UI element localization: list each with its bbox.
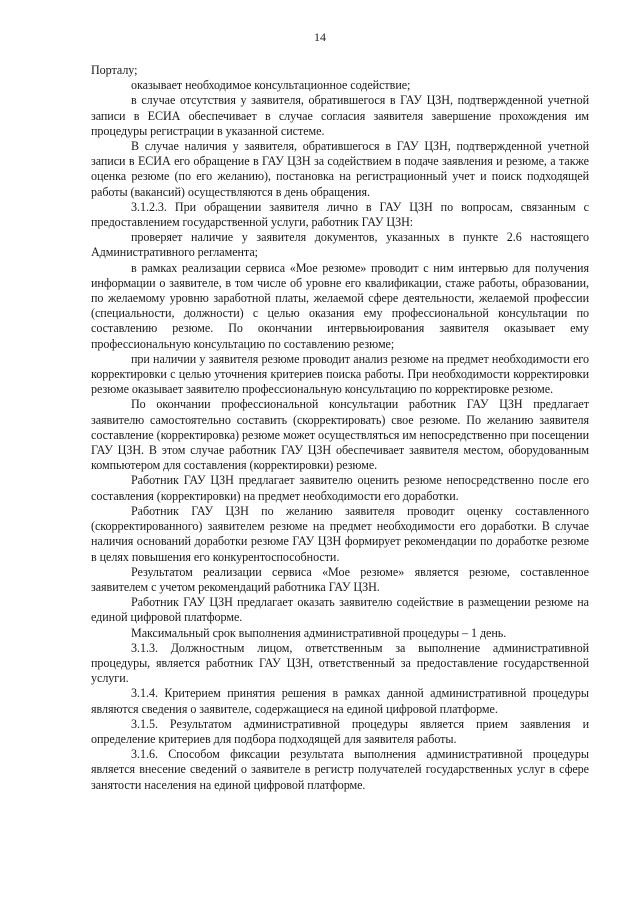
paragraph: в случае отсутствия у заявителя, обратившегося в ГАУ ЦЗН, подтвержденной учетной записи в ЕСИА обеспечивает в случае согласия заявителя завершение прохождения им процедуры регистрации в указанной системе.: [91, 93, 589, 138]
paragraph: Максимальный срок выполнения административной процедуры – 1 день.: [131, 625, 507, 640]
paragraph: 3.1.2.3. При обращении заявителя лично в ГАУ ЦЗН по вопросам, связанным с предоставлением государственной услуги, работник ГАУ ЦЗН:: [91, 199, 589, 230]
paragraph: 3.1.3. Должностным лицом, ответственным за выполнение административной процедуры, является работник ГАУ ЦЗН, ответственный за предоставление государственной услуги.: [91, 640, 589, 686]
paragraph: в рамках реализации сервиса «Мое резюме» проводит с ним интервью для получения информации о заявителе, в том числе об уровне его квалификации, стаже работы, образовании, по желаемому уровню заработной платы, желаемой сфере деятельности, желаемой профессии (специальности, должности) с целью оказания ему профессиональной консультации по составлению резюме. По окончании интервьюирования заявителя оказывает ему профессиональную консультацию по составлению резюме;: [91, 260, 589, 351]
paragraph: 3.1.5. Результатом административной процедуры является прием заявления и определение критериев для подбора подходящей для заявителя работы.: [91, 716, 589, 746]
page-number: 14: [314, 30, 326, 44]
paragraph: Работник ГАУ ЦЗН предлагает заявителю оценить резюме непосредственно после его составления (корректировки) на предмет необходимости его доработки.: [91, 473, 589, 503]
paragraph: Работник ГАУ ЦЗН по желанию заявителя проводит оценку составленного (скорректированного) заявителем резюме на предмет необходимости его доработки. В случае наличия оснований доработки резюме ГАУ ЦЗН формирует рекомендации по доработке резюме в целях повышения его конкурентоспособности.: [91, 503, 589, 564]
paragraph: В случае наличия у заявителя, обратившегося в ГАУ ЦЗН, подтвержденной учетной записи в ЕСИА его обращение в ГАУ ЦЗН за содействием в подаче заявления и резюме, а также оценка резюме (по его желанию), постановка на регистрационный учет и поиск подходящей работы (вакансий) осуществляются в день обращения.: [91, 139, 589, 199]
document-body: [91, 63, 589, 793]
paragraph: оказывает необходимое консультационное содействие;: [131, 78, 411, 93]
paragraph: Порталу;: [91, 63, 138, 77]
paragraph: 3.1.4. Критерием принятия решения в рамках данной административной процедуры являются сведения о заявителе, содержащиеся на единой цифровой платформе.: [91, 686, 589, 716]
paragraph: 3.1.6. Способом фиксации результата выполнения административной процедуры является внесение сведений о заявителе в регистр получателей государственных услуг в сфере занятости населения на единой цифровой платформе.: [91, 747, 589, 792]
paragraph: Результатом реализации сервиса «Мое резюме» является резюме, составленное заявителем с учетом рекомендаций работника ГАУ ЦЗН.: [91, 564, 589, 594]
paragraph: По окончании профессиональной консультации работник ГАУ ЦЗН предлагает заявителю самостоятельно составить (скорректировать) свое резюме. По желанию заявителя составление (корректировка) резюме может осуществляться им непосредственно при посещении ГАУ ЦЗН. В этом случае работник ГАУ ЦЗН обеспечивает заявителя местом, оборудованным компьютером для составления (корректировки) резюме.: [91, 397, 589, 473]
paragraph: Работник ГАУ ЦЗН предлагает оказать заявителю содействие в размещении резюме на единой цифровой платформе.: [91, 595, 589, 625]
paragraph: при наличии у заявителя резюме проводит анализ резюме на предмет необходимости его корректировки с целью уточнения критериев поиска работы. При необходимости корректировки резюме оказывает заявителю профессиональную консультацию по корректировке резюме.: [91, 351, 589, 397]
paragraph: проверяет наличие у заявителя документов, указанных в пункте 2.6 настоящего Административного регламента;: [91, 230, 589, 260]
